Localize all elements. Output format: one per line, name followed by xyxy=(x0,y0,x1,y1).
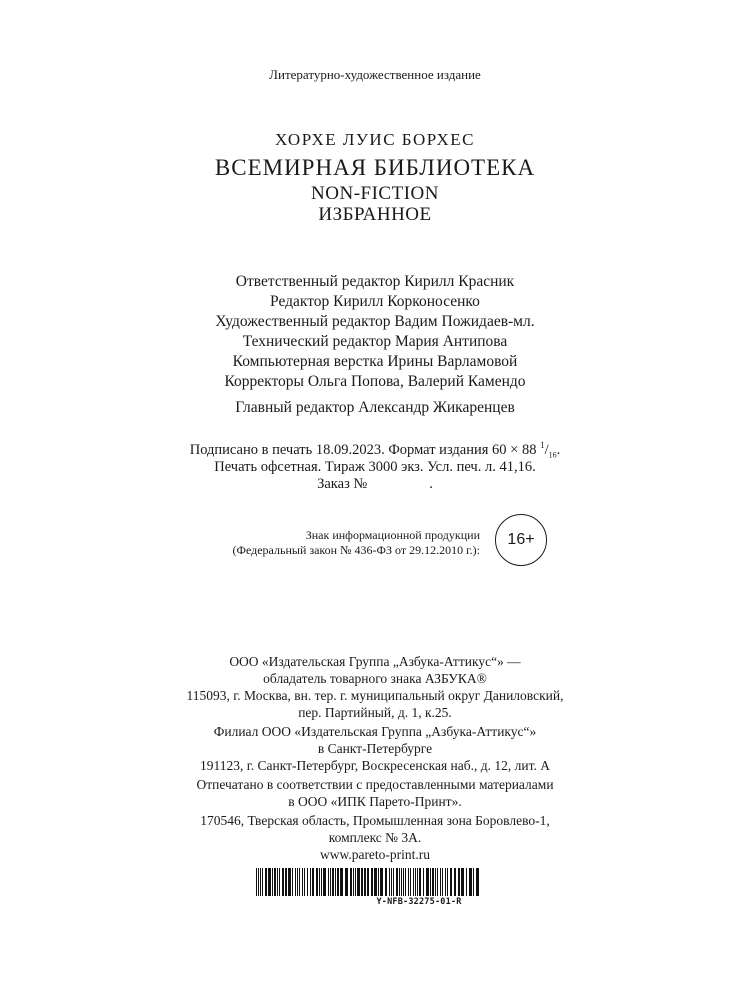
barcode-bar xyxy=(285,868,287,896)
barcode-bar xyxy=(403,868,404,896)
barcode-bar xyxy=(321,868,322,896)
barcode-bar xyxy=(458,868,460,896)
barcode-bar xyxy=(277,868,278,896)
barcode-bar xyxy=(476,868,479,896)
barcode-bar xyxy=(337,868,339,896)
print-info-line-2: Печать офсетная. Тираж 3000 экз. Усл. печ. л. 41,16. xyxy=(214,459,536,475)
barcode-bar xyxy=(353,868,354,896)
age-rating-value: 16+ xyxy=(507,531,535,548)
barcode-bar xyxy=(312,868,314,896)
barcode-code: Y-NFB-32275-01-R xyxy=(376,897,462,907)
barcode-bar xyxy=(323,868,326,896)
barcode-bar xyxy=(332,868,334,896)
barcode-bar xyxy=(389,868,390,896)
print-info-line-1 xyxy=(0,440,750,460)
barcode-bar xyxy=(413,868,414,896)
barcode-bar xyxy=(466,868,467,896)
barcode-bar xyxy=(473,868,474,896)
publisher-line: www.pareto-print.ru xyxy=(319,847,431,862)
barcode-bar xyxy=(410,868,411,896)
barcode-bar xyxy=(355,868,356,896)
barcode-bar xyxy=(385,868,387,896)
barcode-bar xyxy=(469,868,472,896)
barcode-bar xyxy=(274,868,276,896)
barcode-bar xyxy=(292,868,293,896)
barcode-bar xyxy=(374,868,377,896)
publisher-line: ООО «Издательская Группа „Азбука-Аттикус“» — xyxy=(229,654,521,669)
barcode-bar xyxy=(380,868,383,896)
publisher-line: обладатель товарного знака АЗБУКА® xyxy=(263,671,487,686)
barcode-bar xyxy=(302,868,303,896)
barcode-bar xyxy=(361,868,363,896)
barcode-bar xyxy=(378,868,379,896)
barcode-bar xyxy=(364,868,366,896)
barcode-bar xyxy=(256,868,257,896)
publisher-line: Отпечатано в соответствии с предоставленными материалами xyxy=(196,777,554,792)
barcode-bar xyxy=(437,868,438,896)
barcode-bar xyxy=(445,868,446,896)
barcode-bar xyxy=(265,868,267,896)
credit-line: Редактор Кирилл Корконосенко xyxy=(270,293,480,310)
barcode-bar xyxy=(435,868,436,896)
barcode-bar xyxy=(426,868,429,896)
barcode-bar xyxy=(454,868,456,896)
order-end: . xyxy=(429,476,433,492)
barcode-bar xyxy=(330,868,331,896)
credit-line: Ответственный редактор Кирилл Красник xyxy=(235,273,515,290)
barcode-bar xyxy=(399,868,400,896)
age-rating-badge xyxy=(495,514,547,566)
barcode-bar xyxy=(304,868,305,896)
barcode-bar xyxy=(423,868,424,896)
book-subtitle-1: NON-FICTION xyxy=(311,183,439,204)
info-sign-label: Знак информационной продукции xyxy=(305,528,480,542)
book-title: ВСЕМИРНАЯ БИБЛИОТЕКА xyxy=(214,155,536,180)
barcode-bar xyxy=(260,868,261,896)
barcode-bar xyxy=(258,868,259,896)
book-subtitle-2: ИЗБРАННОЕ xyxy=(318,204,432,225)
chief-editor: Главный редактор Александр Жикаренцев xyxy=(235,399,515,416)
publisher-line: в ООО «ИПК Парето-Принт». xyxy=(288,794,462,809)
barcode xyxy=(256,868,482,907)
publisher-line: Филиал ООО «Издательская Группа „Азбука-Аттикус“» xyxy=(213,724,537,739)
barcode-bar xyxy=(262,868,263,896)
publisher-line: пер. Партийный, д. 1, к.25. xyxy=(298,705,452,720)
barcode-bar xyxy=(450,868,452,896)
publisher-line: 115093, г. Москва, вн. тер. г. муниципальный округ Даниловский, xyxy=(186,688,564,703)
publisher-line: в Санкт-Петербурге xyxy=(317,741,433,756)
publisher-line: 191123, г. Санкт-Петербург, Воскресенская наб., д. 12, лит. А xyxy=(200,758,550,773)
order-label: Заказ № xyxy=(317,476,368,492)
barcode-bar xyxy=(328,868,329,896)
barcode-bar xyxy=(279,868,280,896)
order-line xyxy=(0,476,750,493)
info-sign-law: (Федеральный закон № 436-ФЗ от 29.12.2010 г.): xyxy=(232,543,480,557)
format-denominator: 16 xyxy=(548,450,557,460)
credit-line: Художественный редактор Вадим Пожидаев-мл. xyxy=(215,313,535,330)
barcode-bar xyxy=(268,868,271,896)
barcode-bar xyxy=(417,868,418,896)
barcode-bar xyxy=(432,868,434,896)
barcode-bar xyxy=(440,868,441,896)
barcode-bar xyxy=(272,868,273,896)
publisher-line: комплекс № 3А. xyxy=(328,830,422,845)
barcode-bar xyxy=(405,868,406,896)
barcode-bar xyxy=(350,868,352,896)
barcode-bar xyxy=(415,868,416,896)
barcode-bar xyxy=(297,868,298,896)
barcode-bars xyxy=(256,868,482,896)
print-signed-text: Подписано в печать 18.09.2023. Формат издания 60 × 88 xyxy=(189,441,537,458)
barcode-bar xyxy=(371,868,373,896)
edition-type: Литературно-художественное издание xyxy=(269,67,481,82)
barcode-bar xyxy=(401,868,402,896)
print-line-end: . xyxy=(556,441,561,458)
author-name: ХОРХЕ ЛУИС БОРХЕС xyxy=(275,130,475,149)
barcode-bar xyxy=(393,868,394,896)
barcode-bar xyxy=(310,868,311,896)
barcode-bar xyxy=(299,868,300,896)
barcode-bar xyxy=(288,868,291,896)
barcode-bar xyxy=(307,868,308,896)
barcode-bar xyxy=(447,868,448,896)
barcode-bar xyxy=(396,868,398,896)
format-slash: / xyxy=(544,441,549,458)
barcode-bar xyxy=(345,868,348,896)
barcode-bar xyxy=(335,868,336,896)
barcode-bar xyxy=(367,868,369,896)
barcode-bar xyxy=(442,868,443,896)
barcode-bar xyxy=(461,868,464,896)
barcode-bar xyxy=(408,868,409,896)
barcode-bar xyxy=(391,868,392,896)
barcode-bar xyxy=(295,868,296,896)
barcode-bar xyxy=(357,868,360,896)
credit-line: Технический редактор Мария Антипова xyxy=(242,333,508,350)
barcode-bar xyxy=(340,868,343,896)
barcode-bar xyxy=(430,868,431,896)
publisher-line: 170546, Тверская область, Промышленная зона Боровлево-1, xyxy=(200,813,550,828)
format-numerator: 1 xyxy=(540,440,545,450)
credit-line: Компьютерная верстка Ирины Варламовой xyxy=(232,353,518,370)
barcode-bar xyxy=(419,868,421,896)
barcode-bar xyxy=(316,868,318,896)
credit-line: Корректоры Ольга Попова, Валерий Камендо xyxy=(224,373,526,390)
barcode-bar xyxy=(282,868,284,896)
barcode-bar xyxy=(319,868,320,896)
